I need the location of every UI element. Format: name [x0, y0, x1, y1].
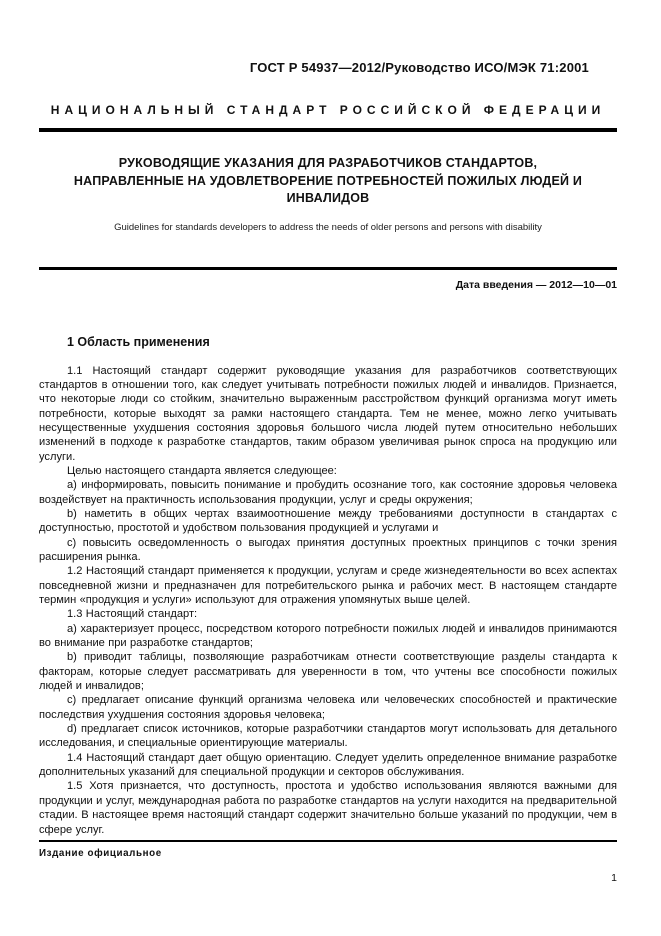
- paragraph: 1.1 Настоящий стандарт содержит руководящие указания для разработчиков соответствующих стандартов в отношении того, как следует учитывать потребности пожилых людей и инвалидов. Признается, что некоторые люди со стойким, значительно выраженным расстройством функций организма могут иметь потребности, которые выходят за рамки настоящего стандарта. Тем не менее, можно легко учитывать несущественные ухудшения состояния здоровья большого числа людей путем относительно небольших изменений в подходе к разработке стандартов, таким образом увеличивая рынок спроса на продукцию или услуги.: [39, 364, 617, 463]
- paragraph: Целью настоящего стандарта является следующее:: [67, 464, 337, 477]
- section-heading-scope: 1 Область применения: [67, 334, 210, 349]
- official-edition-note: Издание официальное: [39, 847, 162, 859]
- divider-footer: [39, 840, 617, 842]
- document-title-ru: [39, 155, 617, 208]
- paragraph: a) характеризует процесс, посредством которого потребности пожилых людей и инвалидов принимаются во внимание при разработке стандартов;: [39, 622, 617, 650]
- paragraph: a) информировать, повысить понимание и пробудить осознание того, как состояние здоровья человека воздействует на практичность использования продукции, услуг и среды окружения;: [39, 479, 617, 506]
- introduction-date: Дата введения — 2012—10—01: [455, 278, 617, 291]
- divider-top-thick: [39, 128, 617, 132]
- paragraph: c) предлагает описание функций организма человека или человеческих способностей и практические последствия ухудшения состояния здоровья человека;: [39, 694, 617, 721]
- body-paragraphs: [39, 364, 617, 837]
- paragraph: 1.2 Настоящий стандарт применяется к продукции, услугам и среде жизнедеятельности во всех аспектах повседневной жизни и предназначен для потребительского рынка и рабочих мест. В настоящем стандарте термин «продукция и услуги» используют для отражения упомянутых выше целей.: [39, 565, 617, 606]
- paragraph: 1.5 Хотя признается, что доступность, простота и удобство использования являются важными для продукции и услуг, международная работа по разработке стандартов на услуги находится на предварительной стадии. В настоящее время настоящий стандарт содержит значительно больше указаний по продукции, чем в сфере услуг.: [39, 780, 617, 836]
- document-title-ru-line1: РУКОВОДЯЩИЕ УКАЗАНИЯ ДЛЯ РАЗРАБОТЧИКОВ СТАНДАРТОВ,: [118, 156, 538, 170]
- document-title-en: Guidelines for standards developers to address the needs of older persons and persons with disability: [114, 221, 542, 233]
- paragraph: c) повысить осведомленность о выгодах принятия доступных проектных принципов с точки зрения расширения рынка.: [39, 536, 617, 563]
- paragraph: b) наметить в общих чертах взаимоотношение между требованиями доступности в стандартах с доступностью, простотой и удобством пользования продукцией и услугами и: [39, 507, 617, 535]
- divider-under-title: [39, 267, 617, 270]
- national-standard-banner: НАЦИОНАЛЬНЫЙ СТАНДАРТ РОССИЙСКОЙ ФЕДЕРАЦИИ: [50, 103, 606, 117]
- paragraph: 1.3 Настоящий стандарт:: [67, 608, 198, 621]
- paragraph: 1.4 Настоящий стандарт дает общую ориентацию. Следует уделить определенное внимание разработке дополнительных указаний для специальной продукции и секторов обслуживания.: [39, 751, 617, 779]
- page-number: 1: [611, 871, 617, 884]
- paragraph: b) приводит таблицы, позволяющие разработчикам отнести соответствующие разделы стандарта к факторам, которые следует рассматривать для уверенности в том, что учтены все способности пожилых людей и инвалидов;: [39, 651, 617, 693]
- document-code-header: ГОСТ Р 54937—2012/Руководство ИСО/МЭК 71:2001: [249, 60, 589, 75]
- document-title-ru-line2: НАПРАВЛЕННЫЕ НА УДОВЛЕТВОРЕНИЕ ПОТРЕБНОСТЕЙ ПОЖИЛЫХ ЛЮДЕЙ И ИНВАЛИДОВ: [73, 173, 583, 205]
- paragraph: d) предлагает список источников, которые разработчики стандартов могут использовать для детального исследования, и специальные ориентирующие материалы.: [39, 723, 617, 750]
